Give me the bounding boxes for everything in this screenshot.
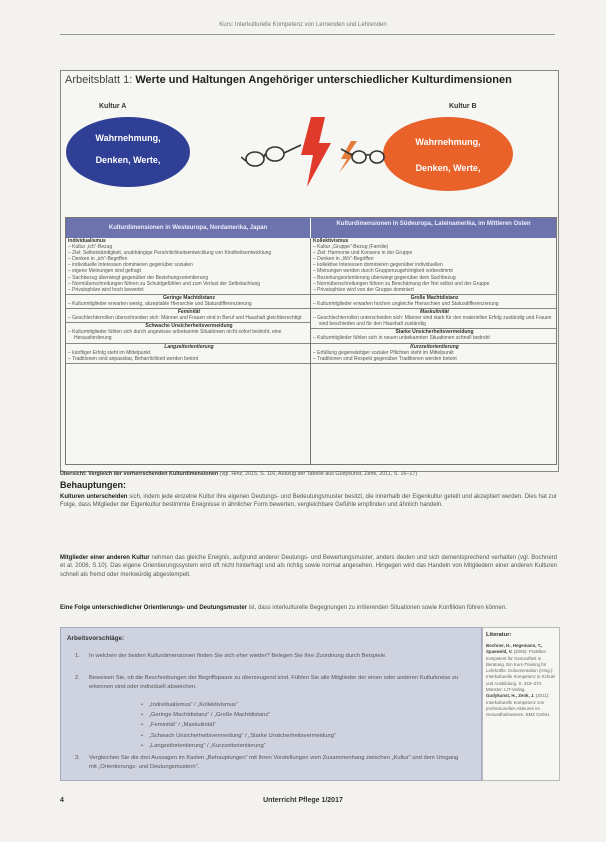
kultur-b-ellipse bbox=[383, 117, 513, 191]
task-text: In welchen der beiden Kulturdimensionen finden Sie sich eher wieder? Belegen Sie Ihre Zuordnung durch Beispiele. bbox=[89, 653, 387, 659]
worksheet-title-prefix: Arbeitsblatt 1: bbox=[65, 74, 136, 86]
table-row: – Erfüllung gegenwärtiger sozialer Pflichten steht im Mittelpunkt bbox=[313, 349, 454, 356]
table-section-title: Maskulinität bbox=[420, 309, 449, 316]
table-row: – individuelle Interessen dominieren gegenüber sozialen bbox=[68, 262, 193, 269]
ellipse-a-line-1: Wahrnehmung, bbox=[95, 133, 161, 143]
table-section bbox=[66, 238, 310, 295]
table-row: – Denken in „ich“-Begriffen bbox=[68, 256, 128, 263]
table-row: – Geschlechterrollen unterscheiden sich: Männer sind stark für den materiellen Erfolg zuständig und Frauen sind beschieden und für den Haushalt zuständig bbox=[313, 315, 552, 328]
table-row: – eigene Meinungen sind gefragt bbox=[68, 268, 141, 275]
bullet-item: • „Feminität“ / „Maskulinität“ bbox=[141, 720, 336, 730]
table-section bbox=[66, 295, 310, 309]
table-section-title: Feminität bbox=[177, 309, 201, 316]
task-text: Beweisen Sie, ob die Beschreibungen der Begriffspaare zu überzeugend sind. Fühlen Sie alle Mitglieder der einen oder anderen Kulturkreise zu erkennen sind oder individuell abweichen. bbox=[89, 675, 459, 690]
table-row: – Kulturmitglieder fühlen sich in neuen unbekannten Situationen schnell bedroht bbox=[313, 335, 490, 342]
tasks-box bbox=[60, 627, 482, 781]
lit-details: (2006): Praktiker kompetent für Gesundheit in Beratung. Ein Kurs-Training für Lehrkräfte. Dokumentation (Hrsg.): Interkulturelle Kompetenz in Schule und Ausbildung. S. 343–370. Münster: LIT-Verlag. bbox=[486, 649, 556, 693]
task-number: 2. bbox=[75, 675, 80, 681]
bullet-item: • „Geringe Machtdistanz“ / „Große Machtdistanz“ bbox=[141, 710, 336, 720]
kultur-a-label: Kultur A bbox=[99, 103, 127, 110]
table-section bbox=[66, 344, 310, 364]
table-row: – Privatsphäre wird von der Gruppe dominiert bbox=[313, 286, 414, 293]
ellipse-a-line-2: Denken, Werte, bbox=[95, 155, 161, 165]
table-row: – Kultur „Gruppe“-Bezug (Familie) bbox=[313, 244, 389, 251]
table-row: – Kulturmitglieder erwarten wenig, akzeptable Hierarchie und Statusdifferenzierung bbox=[68, 300, 252, 307]
table-row: – kollektive Interessen dominieren gegenüber individuellen bbox=[313, 262, 443, 269]
table-section-title: Starke Unsicherheitsvermeidung bbox=[395, 329, 474, 336]
table-section bbox=[311, 238, 556, 295]
claims-p2-text: nehmen das gleiche Ereignis, aufgrund anderer Deutungs- und Bewertungsmuster, anders deuten und sich dementsprechend verhalten (vgl. Bochnerd et al. 2006, S.10). Das eigene Orientierungssystem wird oft nicht hinterfragt und als richtig sowie normal angesehen. Hingegen wird das Handeln von Mitgliedern einer anderen Kulturen schnell als fremd oder merkwürdig abgestempelt. bbox=[60, 555, 557, 578]
culture-comparison-table bbox=[65, 217, 557, 465]
page-number: 4 bbox=[60, 797, 64, 804]
table-section-title: Geringe Machtdistanz bbox=[163, 294, 215, 301]
header-rule bbox=[60, 34, 555, 35]
task-item-1 bbox=[75, 652, 465, 661]
lit-authors: Gudykunst, H., Zenk, J. bbox=[486, 693, 535, 699]
worksheet-title bbox=[65, 74, 512, 86]
lit-authors: Bochner, H., Hegemann, T., Spaeweld, V. bbox=[486, 643, 543, 655]
caption-source: (vgl. Hinz, 2015, S. 116, Auszug der Tabelle aus Gudykunst, Zenk, 2011, S. 16–17) bbox=[218, 471, 418, 477]
table-row: – Traditionen sind anpassbar, Beharrlichkeit werden betont bbox=[68, 355, 199, 362]
task-number: 1. bbox=[75, 653, 80, 659]
literature-heading: Literatur: bbox=[486, 632, 512, 638]
glasses-lightning-illustration bbox=[241, 109, 391, 199]
table-column-left bbox=[66, 238, 311, 464]
task-number: 3. bbox=[75, 755, 80, 761]
table-section bbox=[311, 329, 556, 343]
running-head: Kurs: Interkulturelle Kompetenz von Lernenden und Lehrenden bbox=[219, 22, 387, 28]
table-row: – Beziehungsorientierung überwiegt gegenüber dem Sachbezug bbox=[313, 274, 456, 281]
table-row: – Kulturmitglieder fühlen sich durch ungewisse unbekannte Situationen nicht sofort bedroht, eine Herausforderung bbox=[68, 329, 282, 342]
table-row: – Denken in „Wir“-Begriffen bbox=[313, 256, 374, 263]
claims-p3-text: ist, dass interkulturelle Begegnungen zu irritierenden Situationen sowie Konflikten führen können. bbox=[247, 605, 507, 611]
claims-p2-lead: Mitglieder einer anderen Kultur bbox=[60, 555, 150, 561]
table-row: – Geschlechterrollen überschneiden sich: Männer und Frauen sind in Beruf und Haushalt gleichberechtigt bbox=[68, 315, 302, 322]
claims-p3-lead: Eine Folge unterschiedlicher Orientierungs- und Deutungsmuster bbox=[60, 605, 248, 611]
table-row: – Kulturmitglieder erwarten hochen ungleiche Hierarchien und Statusdifferenzierung bbox=[313, 300, 499, 307]
table-section bbox=[311, 344, 556, 364]
tasks-heading: Arbeitsvorschläge: bbox=[67, 635, 125, 642]
footer-journal-title: Unterricht Pflege 1/2017 bbox=[263, 797, 343, 804]
table-row: – Traditionen sind Respekt gegenüber Traditionen werden betont bbox=[313, 355, 457, 362]
kultur-a-ellipse bbox=[66, 117, 190, 187]
glasses-left-icon bbox=[241, 145, 301, 166]
table-section-title: Große Machtdistanz bbox=[410, 294, 459, 301]
task-2-bullets bbox=[141, 700, 336, 751]
task-text: Vergleichen Sie die drei Aussagen im Kasten „Behauptungen“ mit Ihren Vorstellungen vom Zusammenhang zwischen „Kultur“ und dem Umgang mit „Orientierungs- und Deutungsmustern“. bbox=[89, 755, 459, 770]
table-section-title: Kurzzeitorientierung bbox=[410, 343, 459, 350]
literature-entry-2 bbox=[486, 693, 556, 718]
table-head-left: Kulturdimensionen in Westeuropa, Nordamerika, Japan bbox=[66, 218, 310, 238]
bullet-item: • „Individualismus“ / „Kollektivismus“ bbox=[141, 700, 336, 710]
table-section-title: Individualismus bbox=[68, 238, 106, 244]
table-section bbox=[66, 323, 310, 343]
lit-details: (2011): Interkulturelle Kompetenz von professionellen Akteuren im Gesundheitswesen. BMZ GmbH. bbox=[486, 693, 551, 718]
table-column-right bbox=[311, 238, 556, 464]
table-row: – Ziel: Harmonie und Konsens in der Gruppe bbox=[313, 250, 413, 257]
ellipse-b-line-1: Wahrnehmung, bbox=[415, 137, 481, 147]
claims-paragraph-2 bbox=[60, 554, 557, 579]
table-row: – Sachbezug überwiegt gegenüber der Beziehungsorientierung bbox=[68, 274, 209, 281]
table-row: – künftiger Erfolg steht im Mittelpunkt bbox=[68, 349, 151, 356]
caption-bold: Übersicht: Vergleich der vorherrschenden Kulturdimensionen bbox=[60, 471, 219, 477]
literature-box bbox=[482, 627, 560, 781]
table-row: – Kultur „ich“-Bezug bbox=[68, 244, 113, 251]
table-section bbox=[311, 295, 556, 309]
worksheet-box bbox=[60, 70, 559, 472]
table-row: – Normüberschreitungen führen zu Schuldgefühlen und zum Verlust der Selbstachtung bbox=[68, 280, 261, 287]
table-row: – Meinungen werden durch Gruppenzugehörigkeit vorbestimmt bbox=[313, 268, 453, 275]
task-item-3 bbox=[75, 754, 465, 771]
ellipse-b-line-2: Denken, Werte, bbox=[415, 163, 481, 173]
table-section-title: Kollektivismus bbox=[313, 238, 349, 244]
bullet-item: • „Schwach Unsicherheitsvermeidung“ / „Starke Unsicherheitsvermeidung“ bbox=[141, 731, 336, 741]
claims-p1-lead: Kulturen unterscheiden bbox=[60, 494, 128, 500]
task-item-2 bbox=[75, 674, 465, 691]
table-caption bbox=[60, 471, 560, 477]
worksheet-title-main: Werte und Haltungen Angehöriger unterschiedlicher Kulturdimensionen bbox=[135, 74, 512, 86]
bullet-item: • „Langzeitorientierung“ / „Kurzzeitorientierung“ bbox=[141, 741, 336, 751]
claims-paragraph-3 bbox=[60, 604, 557, 612]
table-section-title: Schwache Unsicherheitsvermeidung bbox=[145, 323, 233, 330]
table-row: – Normüberschreitungen führen zu Beschämung der Not selbst und der Gruppe bbox=[313, 280, 490, 287]
lightning-icon bbox=[301, 117, 357, 187]
table-row: – Ziel: Selbstständigkeit, unabhängige Persönlichkeitsentwicklung von Kindheitsentwicklung bbox=[68, 250, 272, 257]
kultur-b-label: Kultur B bbox=[449, 103, 477, 110]
table-section bbox=[66, 309, 310, 323]
claims-heading: Behauptungen: bbox=[60, 480, 126, 490]
literature-entry-1 bbox=[486, 643, 556, 693]
table-row: – Privatsphäre wird hoch bewertet bbox=[68, 286, 144, 293]
table-section bbox=[311, 309, 556, 329]
claims-paragraph-1 bbox=[60, 493, 557, 510]
literature-list bbox=[486, 643, 556, 719]
claims-p1-text: sich, indem jede einzelne Kultur ihre eigenen Deutungs- und Bedeutungsmuster besitzt, die innerhalb der Eigenkultur geteilt und akzeptiert werden. Dies hat zur Folge, dass Mitglieder der Eigenkultur bestimmte Ereignisse in ähnlicher Form bewerten, vergleichbare Gefühle empfinden und ähnlich handeln. bbox=[60, 494, 557, 509]
table-section-title: Langzeitorientierung bbox=[164, 343, 214, 350]
table-head-right: Kulturdimensionen in Südeuropa, Lateinamerika, im Mittleren Osten bbox=[310, 218, 556, 238]
